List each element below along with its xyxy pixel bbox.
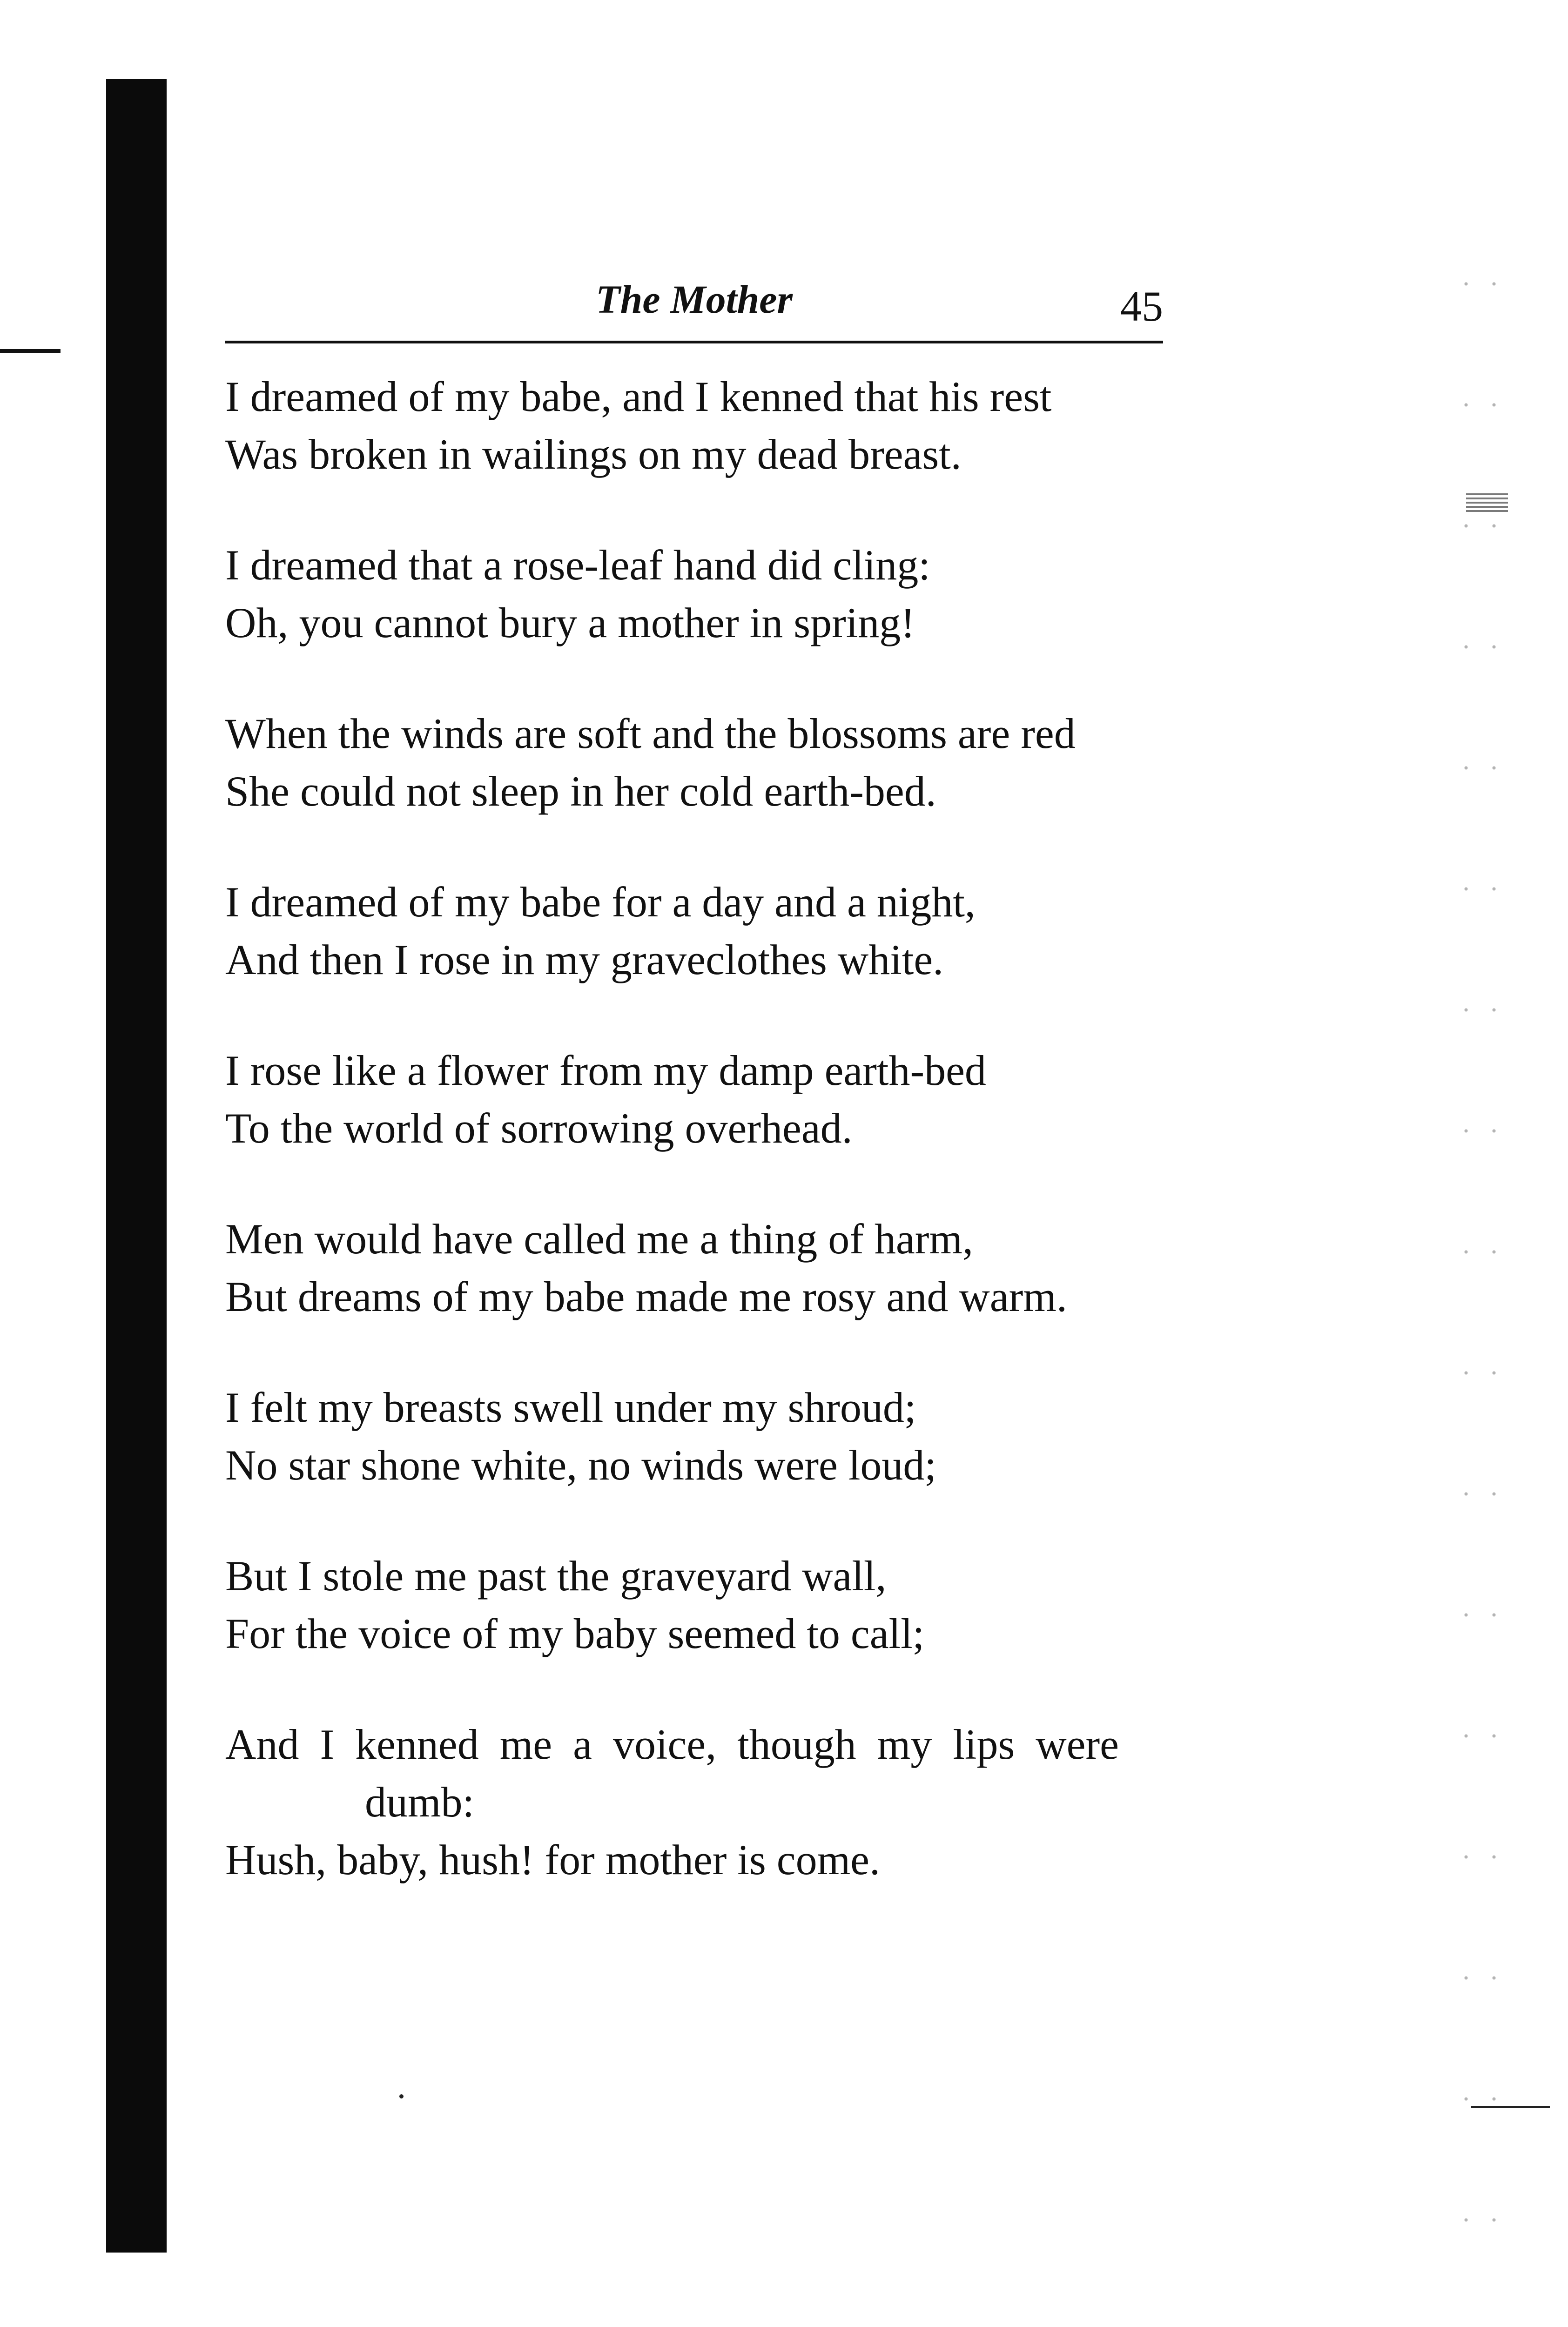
poem-line: She could not sleep in her cold earth-bed. bbox=[225, 767, 936, 815]
poem-line: And I kenned me a voice, though my lips were bbox=[225, 1721, 1119, 1768]
stanza-1 bbox=[225, 368, 1189, 483]
poem-line: I dreamed of my babe for a day and a night, bbox=[225, 878, 976, 926]
poem-line: I rose like a flower from my damp earth-bed bbox=[225, 1047, 986, 1094]
poem-line: To the world of sorrowing overhead. bbox=[225, 1104, 853, 1152]
stanza-4 bbox=[225, 873, 1189, 989]
stanza-7 bbox=[225, 1379, 1189, 1494]
stray-dot bbox=[399, 2094, 404, 2098]
scan-smudge bbox=[1466, 493, 1508, 512]
stanza-6 bbox=[225, 1210, 1189, 1325]
stanza-5 bbox=[225, 1042, 1189, 1157]
poem-line: I dreamed that a rose-leaf hand did cling: bbox=[225, 541, 930, 589]
poem-line: When the winds are soft and the blossoms are red bbox=[225, 710, 1076, 757]
poem-line: For the voice of my baby seemed to call; bbox=[225, 1610, 925, 1657]
poem-line: No star shone white, no winds were loud; bbox=[225, 1441, 936, 1489]
stanza-9 bbox=[225, 1715, 1189, 1889]
stanza-3 bbox=[225, 705, 1189, 820]
poem-line: But I stole me past the graveyard wall, bbox=[225, 1552, 887, 1600]
stanza-2 bbox=[225, 536, 1189, 652]
running-title: The Mother bbox=[596, 277, 793, 322]
poem-line-continuation: dumb: bbox=[365, 1778, 475, 1826]
poem-line: And then I rose in my graveclothes white. bbox=[225, 936, 944, 983]
page-edge-specks bbox=[1443, 223, 1508, 2225]
running-head bbox=[225, 261, 1163, 330]
poem-line: Hush, baby, hush! for mother is come. bbox=[225, 1836, 880, 1883]
poem-line: Men would have called me a thing of harm, bbox=[225, 1215, 973, 1263]
poem-line: But dreams of my babe made me rosy and warm. bbox=[225, 1273, 1067, 1320]
poem-line: I felt my breasts swell under my shroud; bbox=[225, 1384, 916, 1431]
margin-mark-left bbox=[0, 349, 61, 353]
poem-line: Was broken in wailings on my dead breast. bbox=[225, 430, 962, 478]
header-rule bbox=[225, 341, 1163, 343]
binding-edge bbox=[106, 79, 167, 2253]
poem-line: Oh, you cannot bury a mother in spring! bbox=[225, 599, 915, 646]
stanza-8 bbox=[225, 1547, 1189, 1662]
poem-body bbox=[225, 368, 1189, 1942]
poem-line: I dreamed of my babe, and I kenned that his rest bbox=[225, 373, 1052, 420]
page-number: 45 bbox=[1120, 282, 1163, 330]
